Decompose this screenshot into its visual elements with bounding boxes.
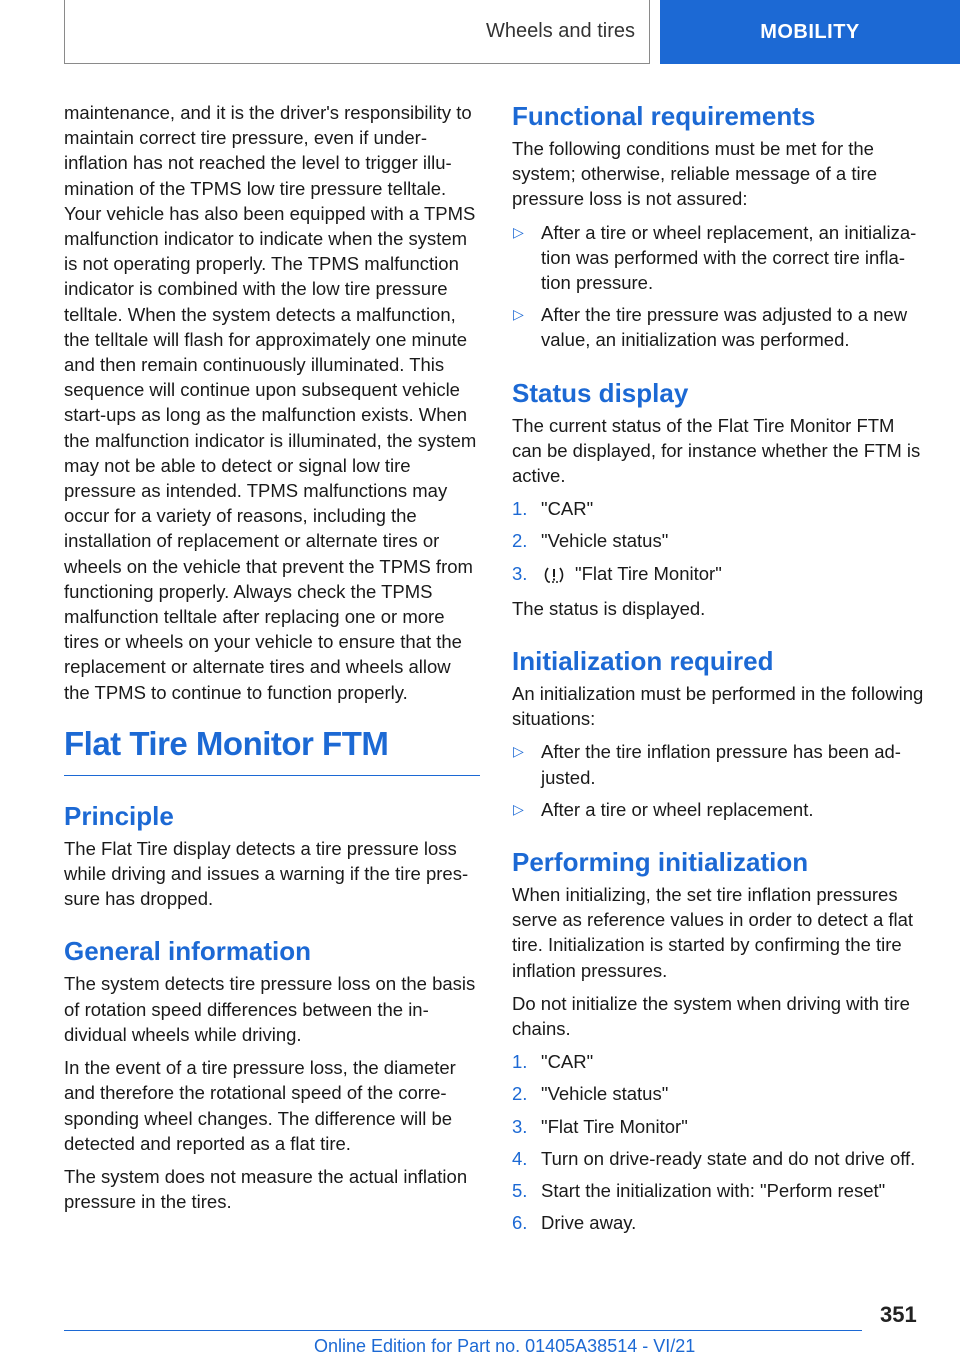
- chapter-heading: Flat Tire Monitor FTM: [64, 725, 480, 776]
- chapter-title: Wheels and tires: [486, 20, 635, 42]
- step-text: "Flat Tire Monitor": [575, 562, 722, 584]
- step-item: [512, 561, 926, 586]
- tire-warning-icon: [541, 565, 567, 585]
- general-information-paragraph: The system does not measure the actual inflation pressure in the tires.: [64, 1165, 468, 1213]
- step-text: Start the initialization with: "Perform reset": [541, 1180, 886, 1202]
- step-number: 3.: [512, 1115, 528, 1137]
- bullet-triangle-icon: ▷: [513, 223, 524, 240]
- status-display-heading: Status display: [512, 377, 689, 408]
- step-number: 5.: [512, 1180, 528, 1202]
- left-column: [64, 100, 480, 1222]
- step-text: Turn on drive-ready state and do not drive off.: [541, 1147, 916, 1169]
- step-item: [512, 1049, 926, 1074]
- step-item: [512, 1114, 926, 1139]
- step-number: 1.: [512, 498, 528, 520]
- initialization-required-heading: Initialization required: [512, 646, 774, 677]
- initialization-required-list: [512, 739, 926, 822]
- status-display-steps: [512, 496, 926, 586]
- list-item-text: After the tire pressure was adjusted to a new value, an initialization was performed.: [541, 304, 908, 351]
- step-number: 4.: [512, 1147, 528, 1169]
- general-information-paragraph: In the event of a tire pressure loss, the diameter and therefore the rotational speed of the corresponding wheel changes. The difference will be detected and reported as a flat tire.: [64, 1057, 456, 1154]
- performing-initialization-steps: [512, 1049, 926, 1235]
- intro-paragraph: maintenance, and it is the driver's responsibility to maintain correct tire pressure, even if underinflation has not reached the level to trigger illumination of the TPMS low tire pressure telltale. Your vehicle has also been equipped with a TPMS malfunction indicator to indicate when the system is not operating properly. The TPMS malfunction indicator is combined with the low tire pressure telltale. When the system detects a malfunction, the telltale will flash for approximately one minute and then remain continuously illuminated. This sequence will continue upon subsequent vehicle start-ups as long as the malfunction exists. When the malfunction indicator is illuminated, the system may not be able to detect or signal low tire pressure as intended. TPMS malfunctions may occur for a variety of reasons, including the installation of replacement or alternate tires or wheels on the vehicle that prevent the TPMS from functioning properly. Always check the TPMS malfunction telltale after replacing one or more tires or wheels on your vehicle to ensure that the replacement or alternate tires and wheels allow the TPMS to continue to function properly.: [64, 102, 477, 703]
- step-item: [512, 1178, 926, 1203]
- step-item: [512, 1081, 926, 1106]
- bullet-triangle-icon: ▷: [513, 306, 524, 323]
- functional-requirements-heading: Functional requirements: [512, 101, 816, 131]
- step-text: "Flat Tire Monitor": [541, 1115, 688, 1137]
- footer-divider: [64, 1330, 862, 1331]
- list-item-text: After the tire inflation pressure has been adjusted.: [541, 741, 901, 788]
- performing-initialization-paragraph: Do not initialize the system when driving with tire chains.: [512, 992, 910, 1040]
- functional-requirements-list: [512, 220, 926, 353]
- bullet-triangle-icon: ▷: [513, 800, 524, 817]
- step-text: "CAR": [541, 1051, 594, 1073]
- principle-heading: Principle: [64, 800, 174, 831]
- section-title: MOBILITY: [760, 20, 860, 43]
- status-display-result: The status is displayed.: [512, 597, 706, 619]
- performing-initialization-paragraph: When initializing, the set tire inflation pressures serve as reference values in order to detect a flat tire. Initialization is started by confirming the tire inflation pressures.: [512, 884, 914, 981]
- step-number: 3.: [512, 562, 528, 584]
- step-item: [512, 496, 926, 521]
- list-item-text: After a tire or wheel replacement, an initialization was performed with the correct tire inflation pressure.: [541, 221, 917, 294]
- list-item-text: After a tire or wheel replacement.: [541, 798, 814, 820]
- step-number: 2.: [512, 1083, 528, 1105]
- principle-text: The Flat Tire display detects a tire pressure loss while driving and issues a warning if the tire pressure has dropped.: [64, 837, 469, 910]
- initialization-required-intro: An initialization must be performed in the following situations:: [512, 683, 924, 730]
- list-item: [512, 220, 926, 296]
- right-column: [512, 100, 926, 1246]
- list-item: [512, 797, 926, 822]
- step-item: [512, 1210, 926, 1235]
- step-text: "Vehicle status": [541, 1083, 669, 1105]
- status-display-intro: The current status of the Flat Tire Monitor FTM can be displayed, for instance whether the FTM is active.: [512, 414, 921, 487]
- list-item: [512, 739, 926, 789]
- step-item: [512, 1146, 926, 1171]
- chapter-header-tab: [64, 0, 650, 64]
- step-number: 1.: [512, 1051, 528, 1073]
- page-number: 351: [880, 1302, 917, 1327]
- step-text: "Vehicle status": [541, 530, 669, 552]
- list-item: [512, 302, 926, 352]
- general-information-paragraph: The system detects tire pressure loss on the basis of rotation speed differences between the individual wheels while driving.: [64, 973, 476, 1045]
- section-header-tab: [660, 0, 960, 64]
- step-number: 2.: [512, 530, 528, 552]
- functional-requirements-intro: The following conditions must be met for the system; otherwise, reliable message of a tire pressure loss is not assured:: [512, 138, 878, 210]
- step-text: "CAR": [541, 498, 594, 520]
- footer-edition: Online Edition for Part no. 01405A38514 - VI/21: [314, 1336, 696, 1356]
- step-text: Drive away.: [541, 1212, 637, 1234]
- general-information-heading: General information: [64, 936, 312, 967]
- step-item: [512, 528, 926, 553]
- bullet-triangle-icon: ▷: [513, 743, 524, 760]
- step-number: 6.: [512, 1212, 528, 1234]
- performing-initialization-heading: Performing initialization: [512, 847, 809, 878]
